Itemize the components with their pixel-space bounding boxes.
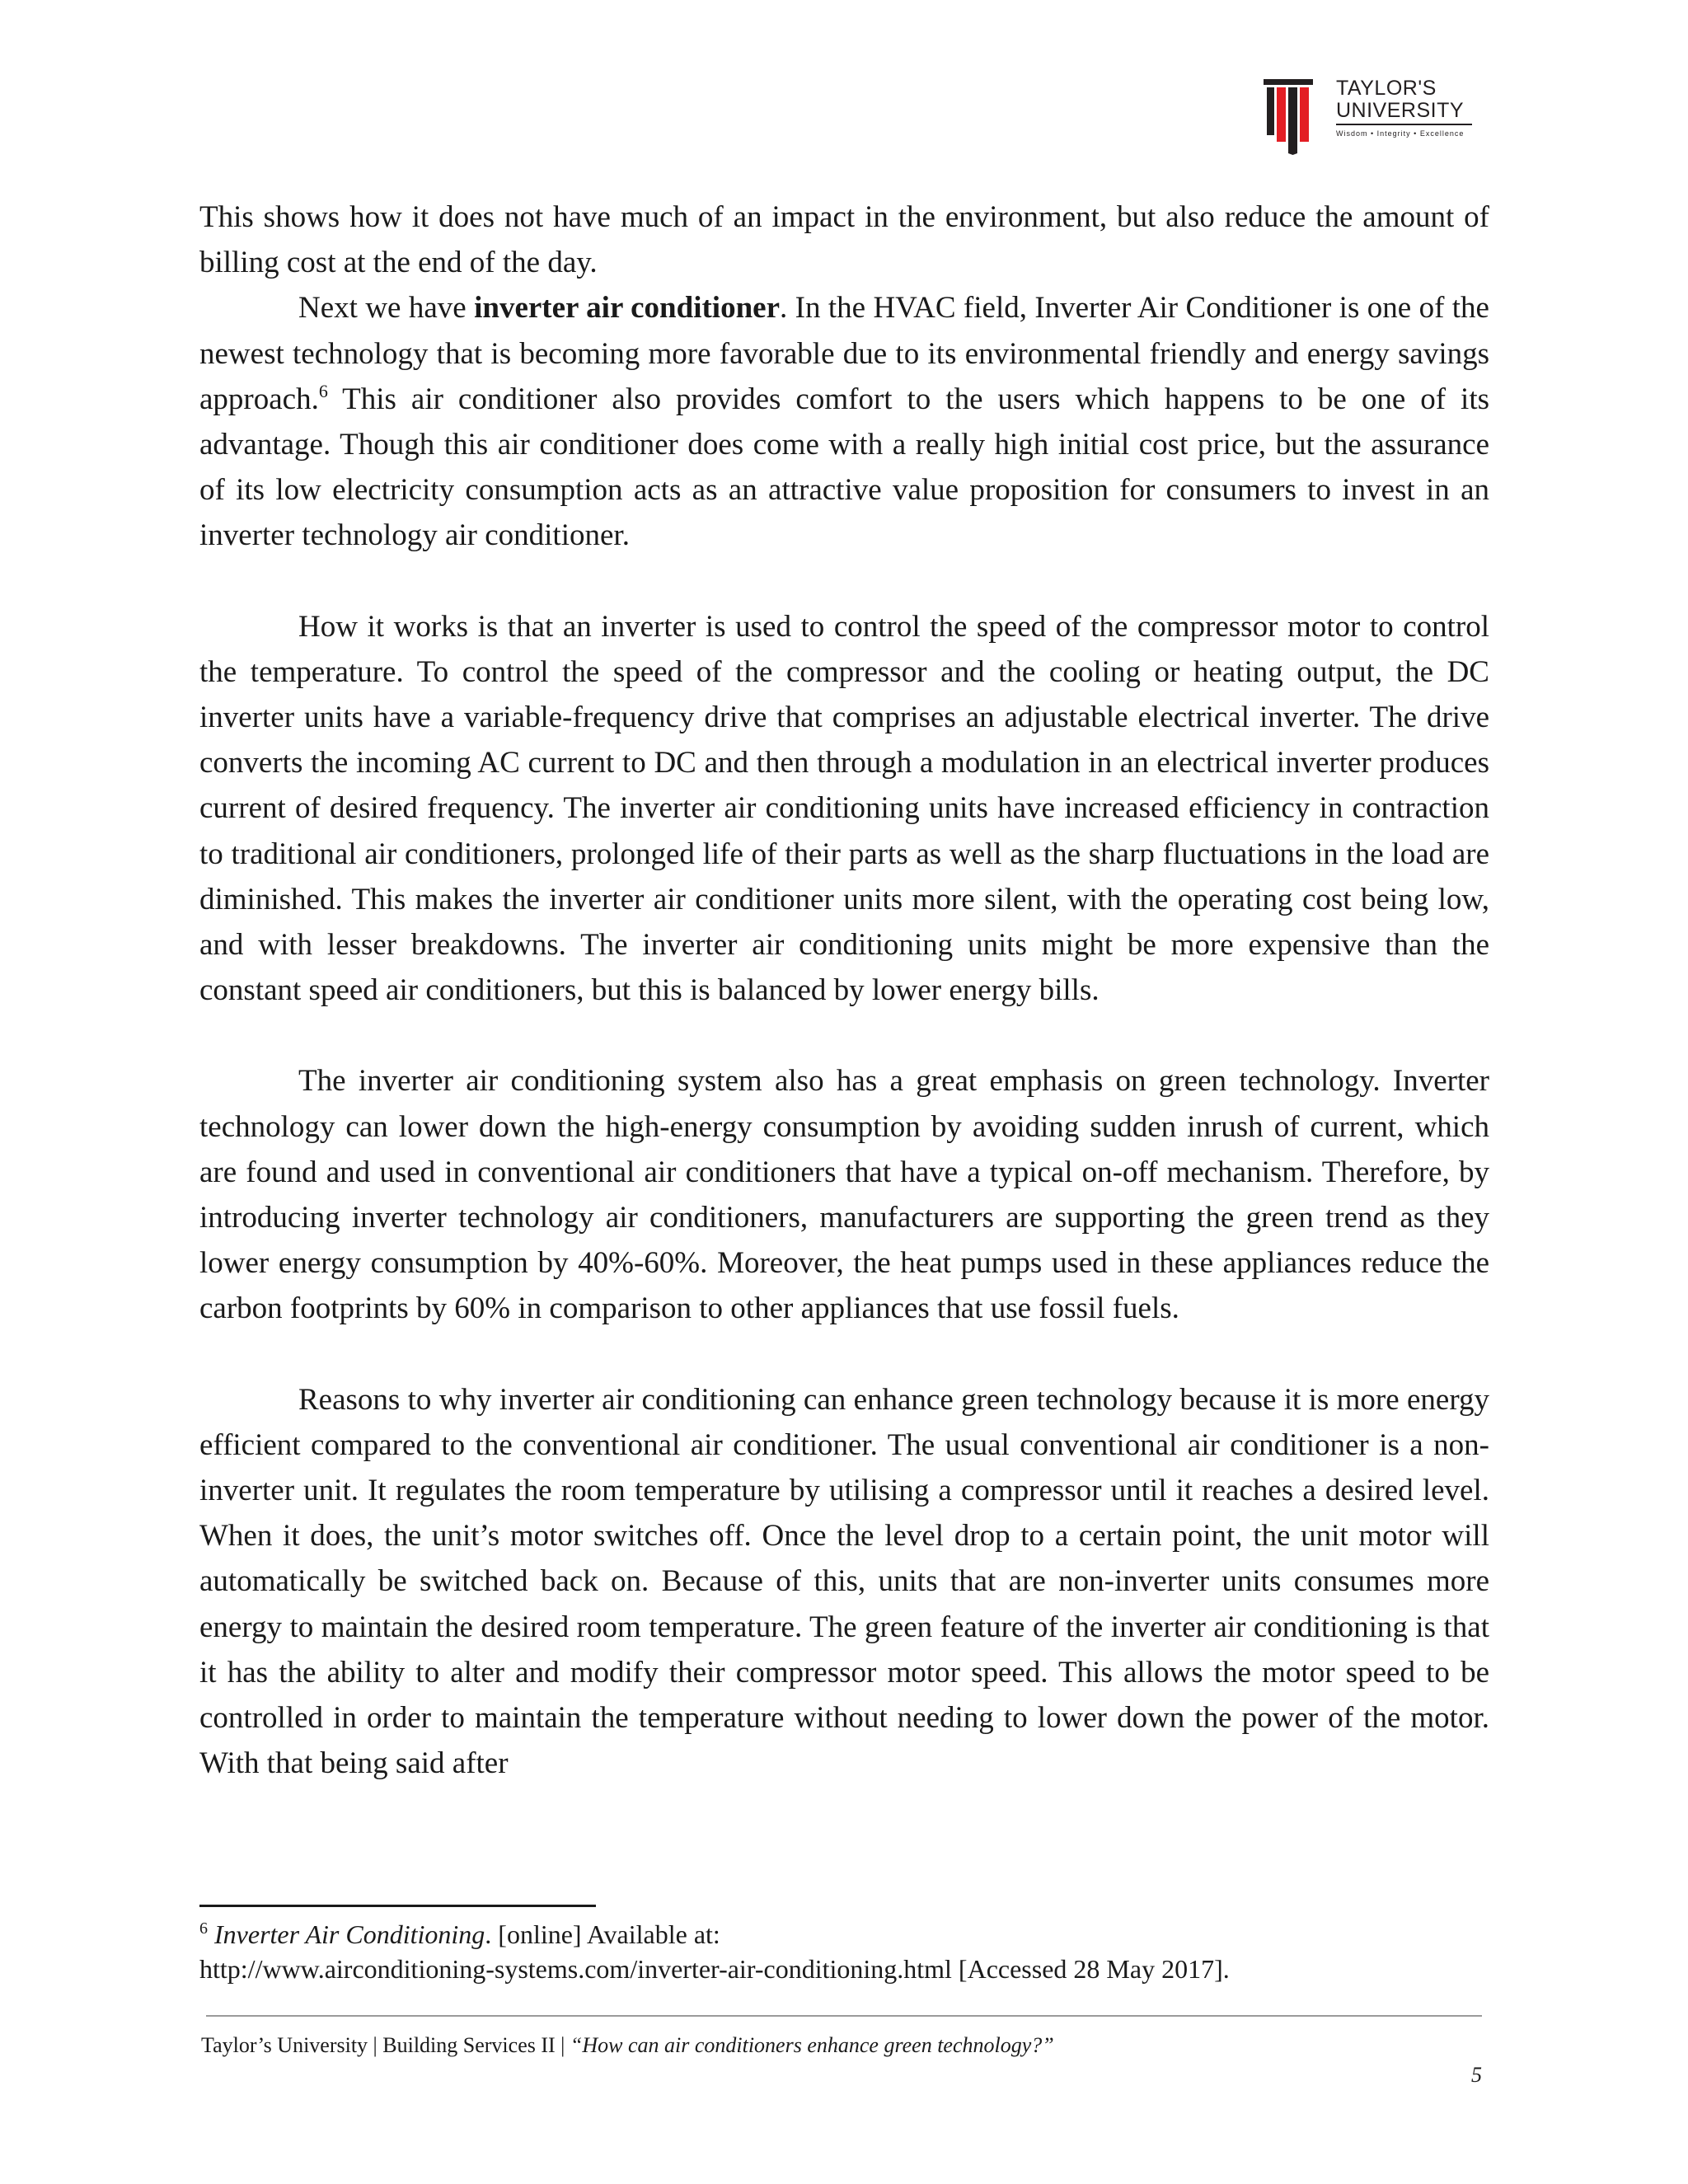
paragraph-4: The inverter air conditioning system also has a great emphasis on green technology. Inverter technology can lower down the high-energy consumption by avoiding sudden inrush of current, which are found and used in conventional air conditioners that have a typical on-off mechanism. Therefore, by introducing inverter technology air conditioners, manufacturers are supporting the green trend as they lower energy consumption by 40%-60%. Moreover, the heat pumps used in these appliances reduce the carbon footprints by 60% in comparison to other appliances that use fossil fuels. bbox=[199, 1064, 1489, 1326]
logo-divider bbox=[1336, 124, 1472, 125]
footnote-reference[interactable]: 6 bbox=[318, 380, 328, 401]
university-logo bbox=[1264, 76, 1478, 158]
footnote-url[interactable]: http://www.airconditioning-systems.com/inverter-air-conditioning.html bbox=[199, 1954, 952, 1984]
logo-wordmark bbox=[1336, 77, 1472, 138]
footnote-number: 6 bbox=[199, 1919, 208, 1938]
body-text bbox=[199, 194, 1489, 1787]
paragraph-5: Reasons to why inverter air conditioning can enhance green technology because it is more energy efficient compared to the conventional air conditioner. The usual conventional air conditioner is a non-inverter unit. It regulates the room temperature by utilising a compressor until it reaches a desired level. When it does, the unit’s motor switches off. Once the level drop to a certain point, the unit motor will automatically be switched back on. Because of this, units that are non-inverter units consumes more energy to maintain the desired room temperature. The green feature of the inverter air conditioning is that it has the ability to alter and modify their compressor motor speed. This allows the motor speed to be controlled in order to maintain the temperature without needing to lower down the power of the motor. With that being said after bbox=[199, 1382, 1489, 1781]
footnote-line-2 bbox=[199, 1952, 1489, 1986]
logo-motto: Wisdom • Integrity • Excellence bbox=[1336, 129, 1465, 138]
paragraph-2-tail: This air conditioner also provides comfort to the users which happens to be one of its advantage. Though this air conditioner does come with a really high initial cost price, but the assurance of its low electricity consumption acts as an attractive value proposition for consumers to invest in an inverter technology air conditioner. bbox=[199, 382, 1489, 553]
paragraph-2-bold-term: inverter air conditioner bbox=[474, 291, 780, 326]
footnote-separator bbox=[199, 1905, 596, 1907]
page-number: 5 bbox=[1471, 2063, 1482, 2087]
footer-divider bbox=[206, 2015, 1482, 2017]
logo-name-line1: TAYLOR'S bbox=[1336, 77, 1437, 100]
logo-name-line2: UNIVERSITY bbox=[1336, 99, 1465, 122]
footnote-accessed: [Accessed 28 May 2017]. bbox=[951, 1954, 1230, 1984]
footnote-title: Inverter Air Conditioning bbox=[214, 1919, 485, 1949]
paragraph-1: This shows how it does not have much of an impact in the environment, but also reduce the amount of billing cost at the end of the day. bbox=[199, 200, 1489, 280]
footnote-after-title: . [online] Available at: bbox=[485, 1919, 720, 1949]
paragraph-2-mid: . In the HVAC field, Inverter Air Conditioner is one of the newest technology that is becoming more favorable due to its environmental friendly and energy savings approach. bbox=[199, 291, 1489, 416]
footer-left: Taylor’s University | Building Services II | bbox=[201, 2033, 570, 2057]
paragraph-2-lead: Next we have bbox=[298, 291, 475, 326]
taylors-crest-icon bbox=[1264, 79, 1313, 155]
footnote-line-1 bbox=[199, 1917, 1489, 1952]
footer-report-title: “How can air conditioners enhance green technology?” bbox=[570, 2033, 1054, 2057]
paragraph-2 bbox=[199, 285, 1489, 558]
page-footer bbox=[201, 2033, 1054, 2058]
footnote bbox=[199, 1917, 1489, 1986]
paragraph-3: How it works is that an inverter is used to control the speed of the compressor motor to control the temperature. To control the speed of the compressor and the cooling or heating output, the DC inverter units have a variable-frequency drive that comprises an adjustable electrical inverter. The drive converts the incoming AC current to DC and then through a modulation in an electrical inverter produces current of desired frequency. The inverter air conditioning units have increased efficiency in contraction to traditional air conditioners, prolonged life of their parts as well as the sharp fluctuations in the load are diminished. This makes the inverter air conditioner units more silent, with the operating cost being low, and with lesser breakdowns. The inverter air conditioning units might be more expensive than the constant speed air conditioners, but this is balanced by lower energy bills. bbox=[199, 609, 1489, 1008]
